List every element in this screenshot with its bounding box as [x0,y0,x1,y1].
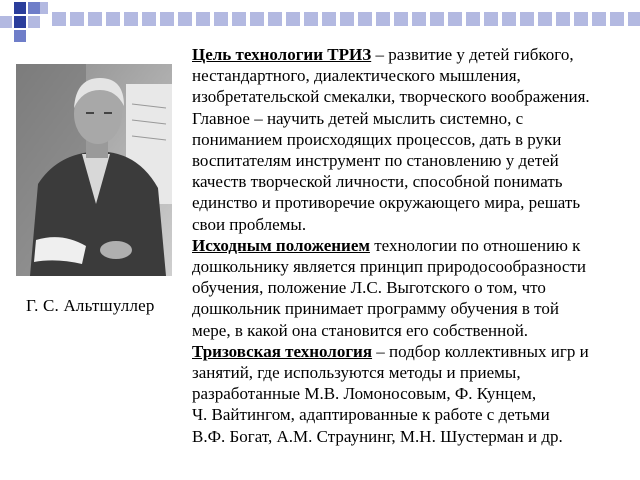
text-line: – развитие у детей гибкого, [371,45,574,64]
text-line: занятий, где используются методы и приемы, [192,363,521,383]
deco-square [28,2,40,14]
text-line: свои проблемы. [192,214,307,234]
deco-square [14,16,26,28]
text-line: воспитателям инструмент по становлению у детей [192,151,559,171]
text-line: мере, в какой она становится его собственной. [192,320,529,340]
deco-square [28,16,40,28]
text-line: обучения, положение Л.С. Выготского о том, что [192,278,546,298]
text-line: – подбор коллективных игр и [372,341,589,361]
deco-stripe-bar [52,12,640,26]
deco-square [14,30,26,42]
main-text [192,44,622,447]
portrait-photo-graphic [16,64,172,276]
text-line: дошкольник принимает программу обучения в той [192,299,559,319]
text-line: качеств творческой личности, способной понимать [192,172,563,192]
term-triz-technology: Тризовская технология [192,341,373,361]
deco-square [0,16,12,28]
deco-square [14,2,26,14]
text-line: В.Ф. Богат, А.М. Страунинг, М.Н. Шустерман и др. [192,426,563,446]
text-line: Ч. Вайтингом, адаптированные к работе с детьми [192,405,550,425]
text-line: изобретательской смекалки, творческого воображения. [192,87,590,107]
portrait-photo [16,64,172,276]
text-line: нестандартного, диалектического мышления, [192,66,521,86]
term-initial-position: Исходным положением [192,235,370,255]
text-line: дошкольнику является принцип природосообразности [192,257,586,277]
paragraph-initial-position [192,235,622,341]
text-line: технологии по отношению к [369,235,581,255]
paragraph-triz-technology [192,341,622,447]
deco-square [40,2,48,14]
header-decoration [0,0,640,40]
text-line: разработанные М.В. Ломоносовым, Ф. Кунцем, [192,384,537,404]
text-line: пониманием происходящих процессов, дать в руки [192,129,562,149]
term-goal: Цель технологии ТРИЗ [192,45,372,64]
text-line: Главное – научить детей мыслить системно, с [192,108,524,128]
paragraph-goal [192,44,622,235]
photo-caption: Г. С. Альтшуллер [26,296,155,315]
text-line: единство и противоречие окружающего мира, решать [192,193,581,213]
